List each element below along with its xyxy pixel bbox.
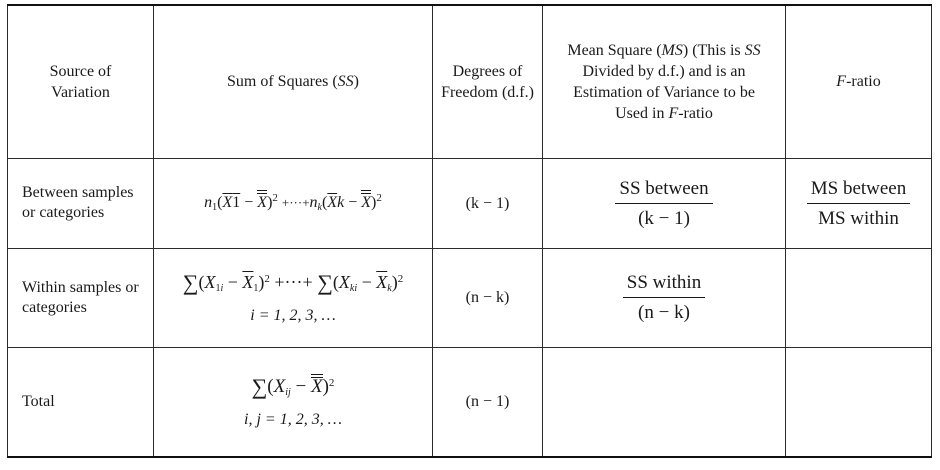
f-ratio-numerator: MS between	[807, 178, 911, 204]
table-row-total	[8, 347, 932, 457]
cell-ms-between	[543, 158, 786, 248]
cell-ss-between: $n_1(\overline{X}1 - X)^2 +\cdot\cdot\cdot+n_k(\overline{X}k - X)^2$	[154, 158, 433, 248]
cell-ms-within	[543, 248, 786, 347]
cell-ms-total-empty	[543, 347, 786, 457]
cell-f-total-empty	[786, 347, 932, 457]
ms-between-denominator: (k − 1)	[638, 207, 690, 229]
cell-df-between: (k − 1)	[433, 158, 543, 248]
ss-total-range: i, j = 1, 2, 3, …	[244, 411, 342, 429]
header-ms: Mean Square (MS) (This is SS Divided by d.f.) and is an Estimation of Variance to be Used in F-ratio	[543, 5, 786, 158]
cell-ss-within: $\sum(X_{1i} - \overline{X}_1)^2$ +···+ $\sum(X_{ki} - \overline{X}_k)^2$ i = 1, 2, 3, …	[154, 248, 433, 347]
cell-ss-total: $\sum(X_{ij} - X)^2$ i, j = 1, 2, 3, …	[154, 347, 433, 457]
ms-between-fraction	[615, 178, 712, 229]
cell-f-within-empty	[786, 248, 932, 347]
header-row	[8, 5, 932, 158]
header-f: F-ratio	[786, 5, 932, 158]
ms-within-numerator: SS within	[623, 272, 705, 298]
ms-within-fraction	[623, 272, 705, 323]
cell-df-total: (n − 1)	[433, 347, 543, 457]
anova-table	[7, 4, 932, 458]
anova-table-container	[7, 4, 931, 458]
header-df: Degrees of Freedom (d.f.)	[433, 5, 543, 158]
cell-source-within: Within samples or categories	[8, 248, 154, 347]
table-row-within	[8, 248, 932, 347]
header-source: Source of Variation	[8, 5, 154, 158]
ms-within-denominator: (n − k)	[638, 302, 690, 323]
cell-source-between: Between samples or categories	[8, 158, 154, 248]
table-row-between	[8, 158, 932, 248]
cell-source-total: Total	[8, 347, 154, 457]
cell-df-within: (n − k)	[433, 248, 543, 347]
ss-within-range: i = 1, 2, 3, …	[250, 307, 336, 324]
cell-f-ratio	[786, 158, 932, 248]
f-ratio-fraction	[807, 178, 911, 229]
ms-between-numerator: SS between	[615, 178, 712, 204]
f-ratio-denominator: MS within	[818, 207, 899, 229]
header-ss: Sum of Squares (SS)	[154, 5, 433, 158]
